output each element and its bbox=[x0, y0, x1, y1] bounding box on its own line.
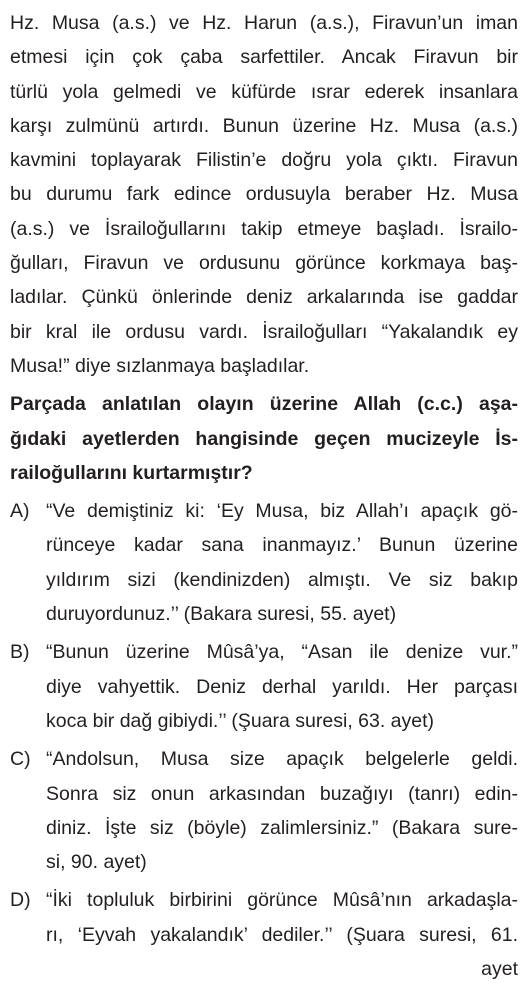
option-line: “İki topluluk birbirini görünce Mûsâ’nın arkadaşla- bbox=[46, 889, 518, 912]
passage-text bbox=[10, 6, 518, 383]
passage-line: türlü yola gelmedi ve küfürde ısrar ederek insanlara bbox=[10, 80, 518, 103]
option-line: “Bunun üzerine Mûsâ’ya, “Asan ile denize vur.” bbox=[46, 641, 518, 664]
passage-line: Musa!” diye sızlanmaya başladılar. bbox=[10, 354, 310, 377]
option-d[interactable] bbox=[10, 883, 518, 986]
passage-line: (a.s.) ve İsrailoğullarını takip etmeye başladı. İsrailo- bbox=[10, 217, 518, 240]
passage-line: bu durumu fark edince ordusuyla beraber Hz. Musa bbox=[10, 183, 518, 206]
option-letter: A) bbox=[10, 500, 30, 523]
question-line: Parçada anlatılan olayın üzerine Allah (c.c.) aşa- bbox=[10, 393, 518, 416]
option-line: “Andolsun, Musa size apaçık belgelerle geldi. bbox=[46, 748, 518, 771]
question-line: railoğullarını kurtarmıştır? bbox=[10, 461, 253, 484]
option-letter: C) bbox=[10, 748, 31, 771]
option-line: diniz. İşte siz (böyle) zalimlersiniz.” (Bakara sure- bbox=[46, 816, 518, 839]
option-line: ayet bbox=[481, 958, 518, 981]
passage-line: bir kral ile ordusu vardı. İsrailoğulları “Yakalandık ey bbox=[10, 320, 518, 343]
option-a[interactable] bbox=[10, 494, 518, 631]
option-letter: B) bbox=[10, 641, 30, 664]
option-line: rünceye kadar sana inanmayız.’ Bunun üzerine bbox=[46, 534, 518, 557]
option-b[interactable] bbox=[10, 635, 518, 738]
option-line: Sonra siz onun arkasından buzağıyı (tanrı) edin- bbox=[46, 782, 518, 805]
passage-line: etmesi için çok çaba sarfettiler. Ancak Firavun bir bbox=[10, 46, 518, 69]
passage-line: karşı zulmünü artırdı. Bunun üzerine Hz. Musa (a.s.) bbox=[10, 114, 518, 137]
option-line: “Ve demiştiniz ki: ‘Ey Musa, biz Allah’ı apaçık gö- bbox=[46, 500, 518, 523]
option-line: diye vahyettik. Deniz derhal yarıldı. Her parçası bbox=[46, 675, 518, 698]
passage-line: kavmini toplayarak Filistin’e doğru yola çıktı. Firavun bbox=[10, 149, 518, 172]
question-page bbox=[10, 0, 518, 986]
passage-line: ladılar. Çünkü önlerinde deniz arkalarında ise gaddar bbox=[10, 286, 518, 309]
question-stem bbox=[10, 387, 518, 490]
passage-line: ğulları, Firavun ve ordusunu görünce korkmaya baş- bbox=[10, 252, 518, 275]
passage-line: Hz. Musa (a.s.) ve Hz. Harun (a.s.), Firavun’un iman bbox=[10, 12, 518, 34]
option-line: yıldırım sizi (kendinizden) almıştı. Ve siz bakıp bbox=[46, 568, 518, 591]
option-line: rı, ‘Eyvah yakalandık’ dediler.’’ (Şuara suresi, 61. bbox=[46, 923, 518, 946]
option-line: si, 90. ayet) bbox=[46, 851, 147, 874]
question-line: ğıdaki ayetlerden hangisinde geçen mucizeyle İs- bbox=[10, 427, 518, 450]
option-line: duruyordunuz.’’ (Bakara suresi, 55. ayet) bbox=[46, 603, 397, 626]
option-letter: D) bbox=[10, 889, 31, 912]
option-c[interactable] bbox=[10, 742, 518, 879]
option-line: koca bir dağ gibiydi.’’ (Şuara suresi, 63. ayet) bbox=[46, 709, 435, 732]
